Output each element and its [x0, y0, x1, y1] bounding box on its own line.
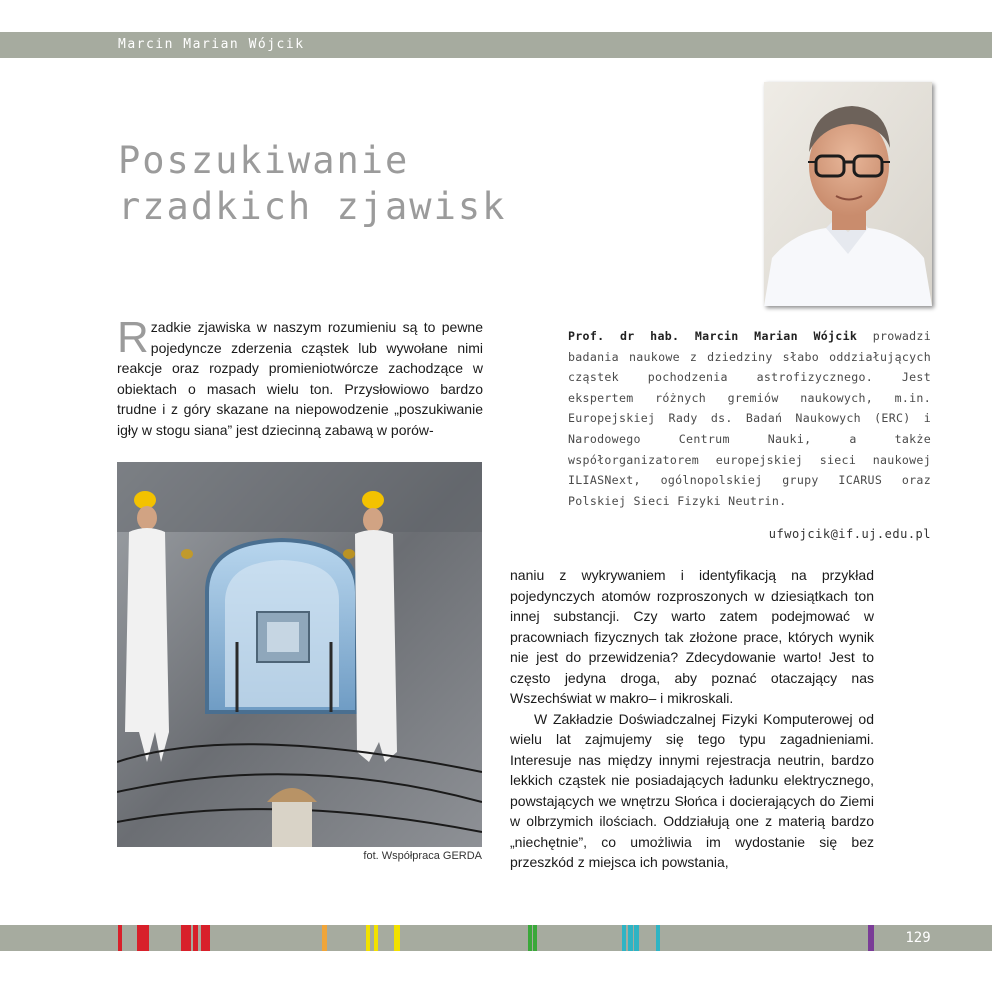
- footer-color-bar: [528, 925, 532, 951]
- footer-color-bar: [628, 925, 633, 951]
- lead-paragraph-text: zadkie zjawiska w naszym rozumieniu są to pewne pojedyncze zderzenia cząstek lub wywołane nimi reakcje oraz rozpady promieniotwórcze zachodzące w obiektach o masach wielu ton. Przysłowiowo bardzo trudne i z góry skazane na niepowodzenie „poszukiwanie igły w stogu siana” jest dziecinną zabawą w porów-: [117, 319, 483, 438]
- author-email[interactable]: ufwojcik@if.uj.edu.pl: [768, 527, 931, 541]
- footer-color-bar: [118, 925, 122, 951]
- body-paragraph-1: naniu z wykrywaniem i identyfikacją na przykład pojedynczych atomów rozproszonych w dziesiątkach ton innej substancji. Czy warto zatem podejmować w pracowniach fizycznych tak złożone prace, których wynik nie jest do przewidzenia? Zdecydowanie warto! Jest to często jedyna droga, aby poznać otaczający nas Wszechświat w makro– i mikroskali.: [510, 567, 874, 706]
- footer-color-bar: [656, 925, 660, 951]
- article-title-line-2: rzadkich zjawisk: [118, 185, 507, 228]
- article-body-right: [510, 565, 874, 873]
- footer-color-bars: [0, 925, 992, 951]
- footer-color-bar: [366, 925, 370, 951]
- footer-color-bar: [374, 925, 378, 951]
- article-title-line-1: Poszukiwanie: [118, 139, 410, 182]
- footer-color-bar: [533, 925, 537, 951]
- footer-color-bar: [181, 925, 191, 951]
- drop-cap: R: [117, 313, 149, 362]
- lead-paragraph: [117, 313, 483, 440]
- body-paragraph-2: W Zakładzie Doświadczalnej Fizyki Komputerowej od wielu lat zajmujemy się tego typu zagadnieniami. Interesuje nas między innymi rejestracja neutrin, bardzo lekkich cząstek nie posiadających ładunku elektrycznego, powstających we wnętrzu Słońca i docierających do Ziemi w olbrzymich ilościach. Oddziałują one z materią bardzo „niechętnie”, co umożliwia im wydostanie się bez przeszkód z miejsca ich powstania,: [510, 710, 874, 870]
- footer-color-bar: [322, 925, 327, 951]
- footer-color-bar: [622, 925, 626, 951]
- gerda-detector-photo: [117, 462, 482, 847]
- author-bio: [568, 326, 931, 511]
- footer-color-bar: [137, 925, 149, 951]
- footer-color-bar: [868, 925, 874, 951]
- footer-color-bar: [394, 925, 400, 951]
- author-bio-text: prowadzi badania naukowe z dziedziny słabo oddziałujących cząstek pochodzenia astrofizycznego. Jest ekspertem różnych gremiów naukowych, m.in. Europejskiej Rady ds. Badań Naukowych (ERC) i Narodowego Centrum Nauki, a także współorganizatorem europejskiej sieci naukowej ILIASNext, ogólnopolskiej grupy ICARUS oraz Polskiej Sieci Fizyki Neutrin.: [568, 329, 931, 508]
- page-number: 129: [905, 930, 931, 946]
- author-portrait: [764, 82, 932, 306]
- photo-credit: fot. Współpraca GERDA: [363, 850, 482, 862]
- author-name: Prof. dr hab. Marcin Marian Wójcik: [568, 329, 858, 343]
- footer-color-bar: [201, 925, 210, 951]
- footer-color-bar: [634, 925, 639, 951]
- running-header-author: Marcin Marian Wójcik: [118, 37, 305, 52]
- footer-color-bar: [193, 925, 198, 951]
- article-title: [118, 138, 506, 230]
